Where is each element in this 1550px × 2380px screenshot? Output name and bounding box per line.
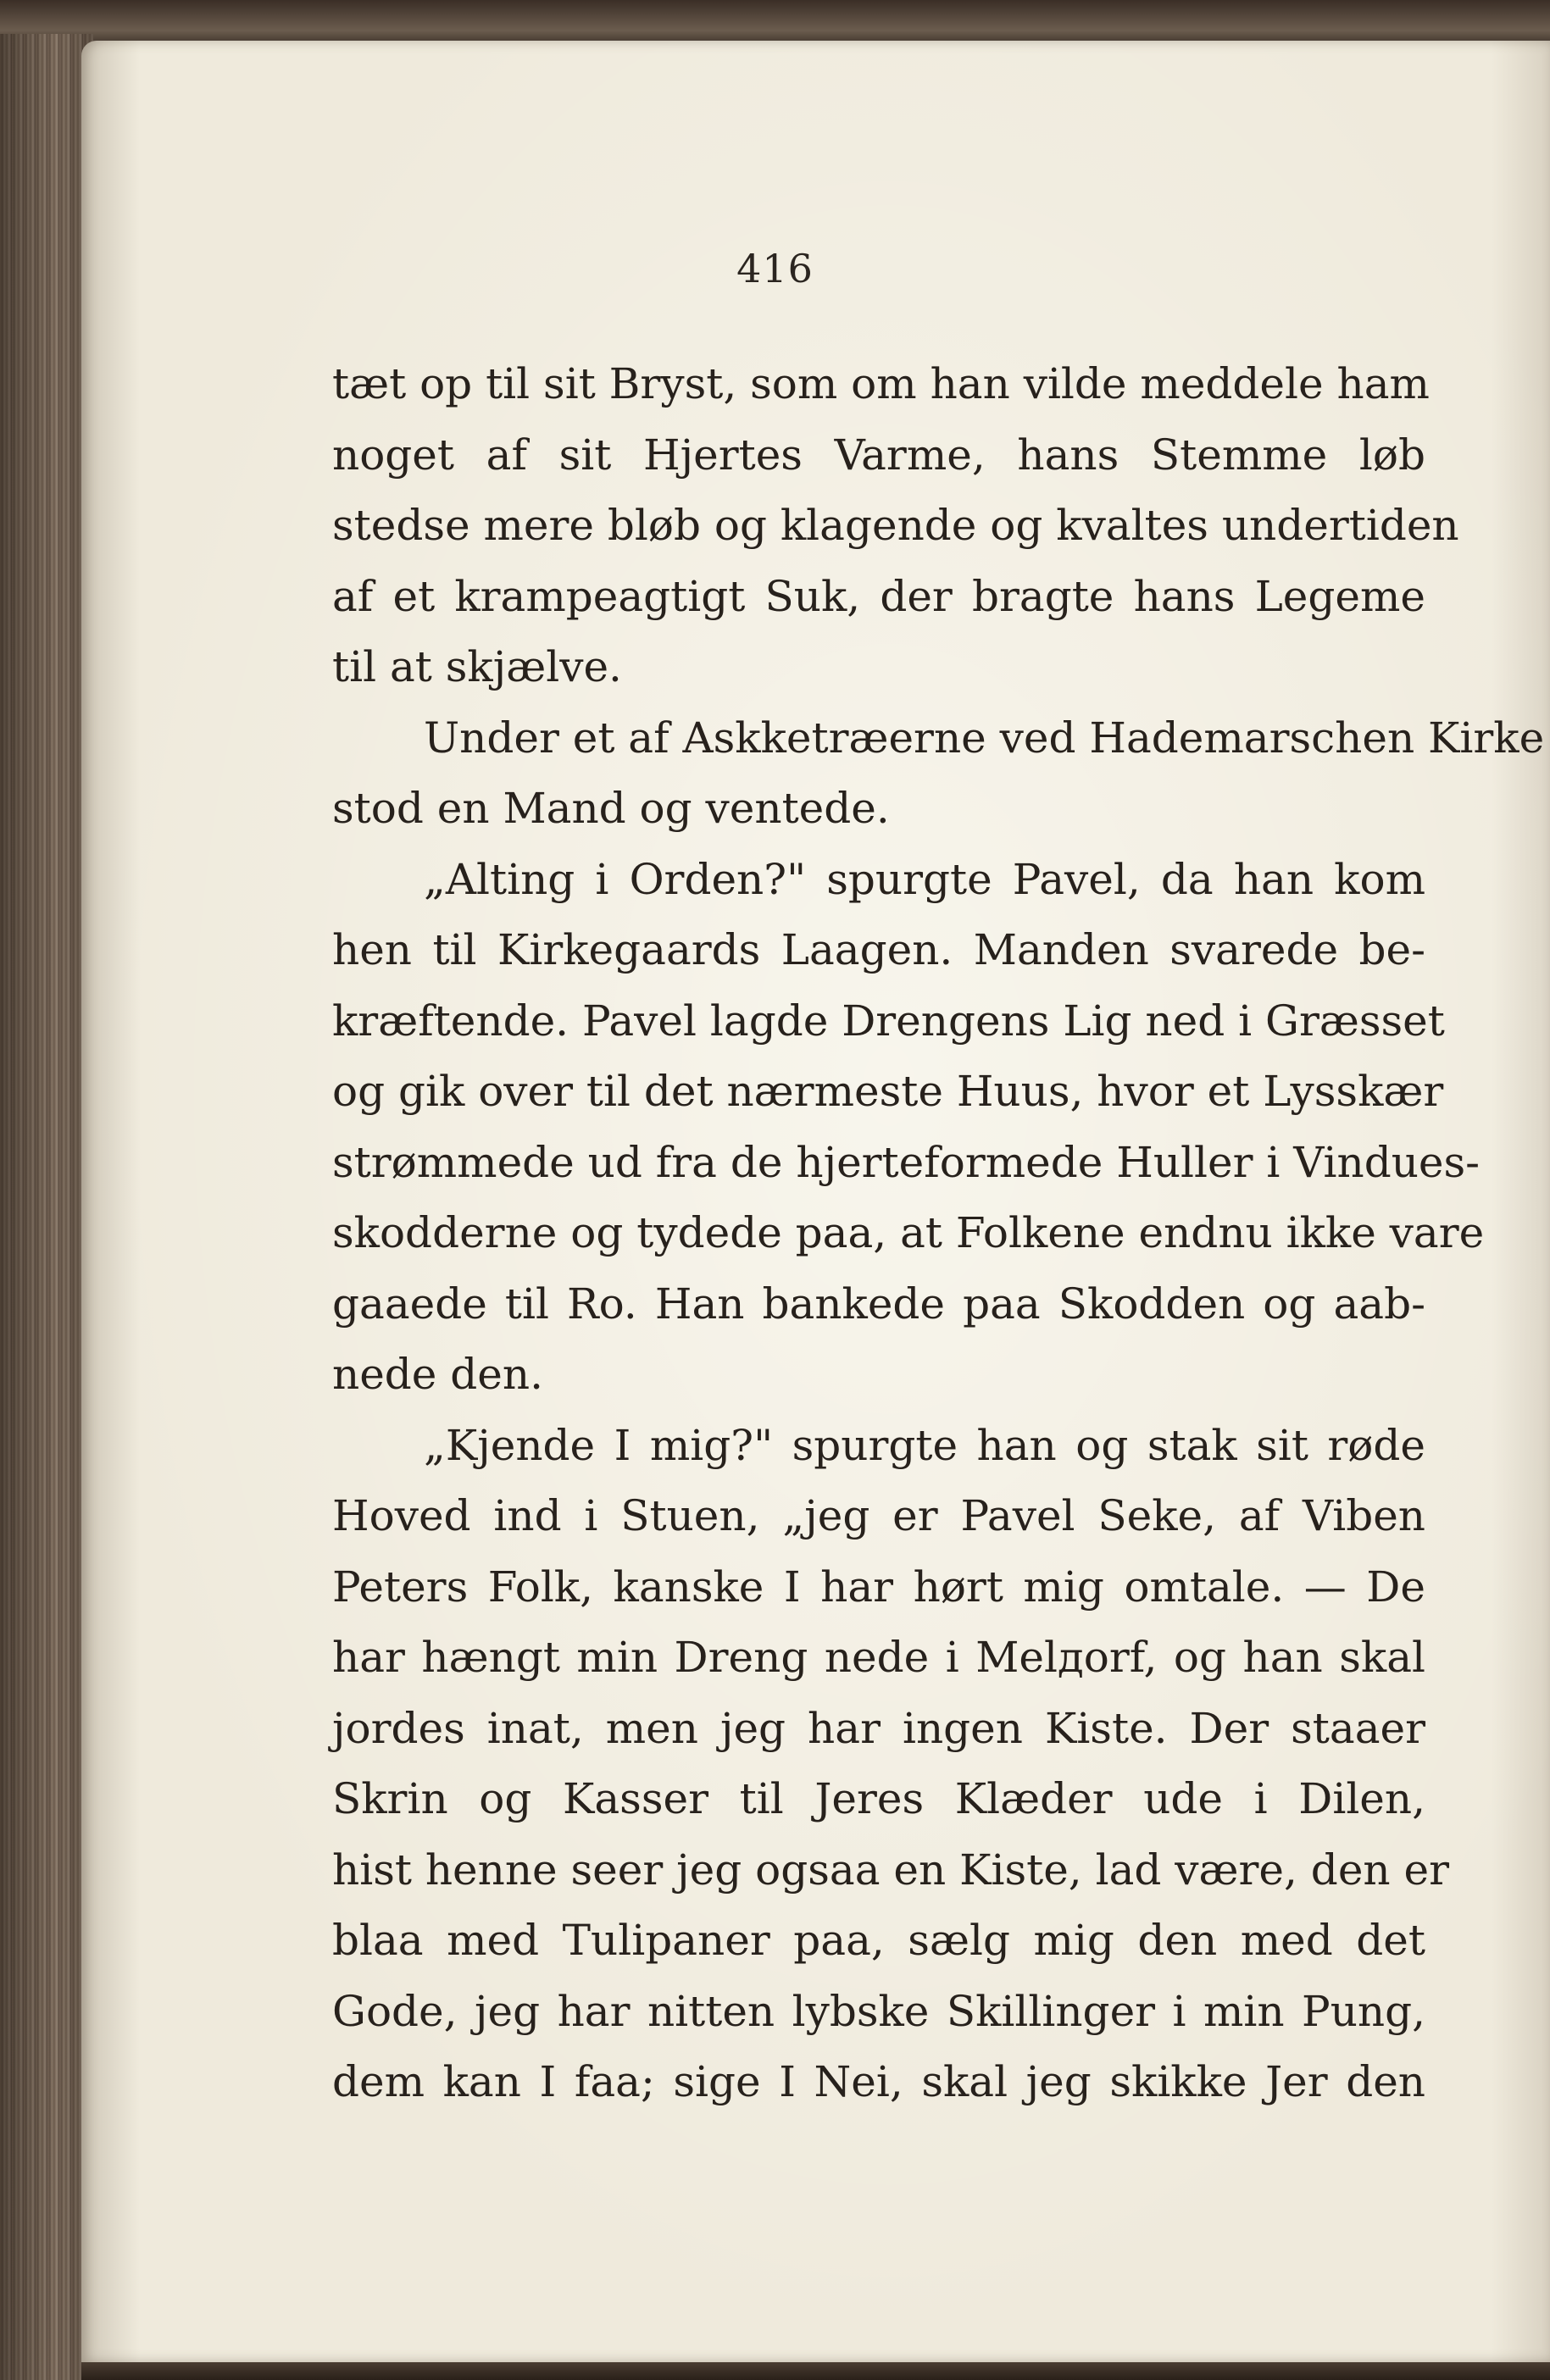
text-line: tæt op til sit Bryst, som om han vilde meddele ham xyxy=(332,359,1430,408)
text-line: hist henne seer jeg ogsaa en Kiste, lad være, den er xyxy=(332,1845,1449,1895)
page-number: 416 xyxy=(736,246,814,291)
text-line: „Alting i Orden?" spurgte Pavel, da han kom xyxy=(424,854,1425,904)
text-line: Hoved ind i Stuen, „jeg er Pavel Seke, af Viben xyxy=(332,1491,1425,1540)
text-line: skodderne og tydede paa, at Folkene endnu ikke vare xyxy=(332,1208,1485,1257)
text-line: stedse mere bløb og klagende og kvaltes undertiden xyxy=(332,501,1459,550)
text-line: til at skjælve. xyxy=(332,642,622,691)
text-line: dem kan I faa; sige I Nei, skal jeg skikke Jer den xyxy=(332,2057,1425,2106)
text-line: har hængt min Dreng nede i Melдorf, og han skal xyxy=(332,1633,1425,1682)
text-line: nede den. xyxy=(332,1350,543,1399)
text-line: og gik over til det nærmeste Huus, hvor et Lysskær xyxy=(332,1067,1444,1116)
text-line: hen til Kirkegaards Laagen. Manden svarede be- xyxy=(332,925,1425,974)
scan-bottom-edge xyxy=(81,2362,1550,2380)
text-line: af et krampeagtigt Suk, der bragte hans Legeme xyxy=(332,571,1425,621)
text-line: stod en Mand og ventede. xyxy=(332,784,890,833)
text-line: jordes inat, men jeg har ingen Kiste. Der staaer xyxy=(332,1703,1425,1753)
text-line: Peters Folk, kanske I har hørt mig omtale. — De xyxy=(332,1562,1425,1612)
text-line: „Kjende I mig?" spurgte han og stak sit røde xyxy=(424,1420,1425,1470)
text-line: gaaede til Ro. Han bankede paa Skodden og aab- xyxy=(332,1279,1425,1329)
text-line: blaa med Tulipaner paa, sælg mig den med det xyxy=(332,1916,1425,1965)
text-line: noget af sit Hjertes Varme, hans Stemme løb xyxy=(332,430,1425,480)
text-line: strømmede ud fra de hjerteformede Huller i Vindues- xyxy=(332,1137,1481,1187)
text-line: kræftende. Pavel lagde Drengens Lig ned i Græsset xyxy=(332,996,1445,1046)
body-text xyxy=(332,349,1545,2118)
page-edges-shadow xyxy=(0,34,93,2380)
text-line: Skrin og Kasser til Jeres Klæder ude i Dilen, xyxy=(332,1774,1425,1823)
text-line: Gode, jeg har nitten lybske Skillinger i min Pung, xyxy=(332,1986,1425,2036)
text-line: Under et af Askketræerne ved Hademarschen Kirke xyxy=(424,713,1545,763)
